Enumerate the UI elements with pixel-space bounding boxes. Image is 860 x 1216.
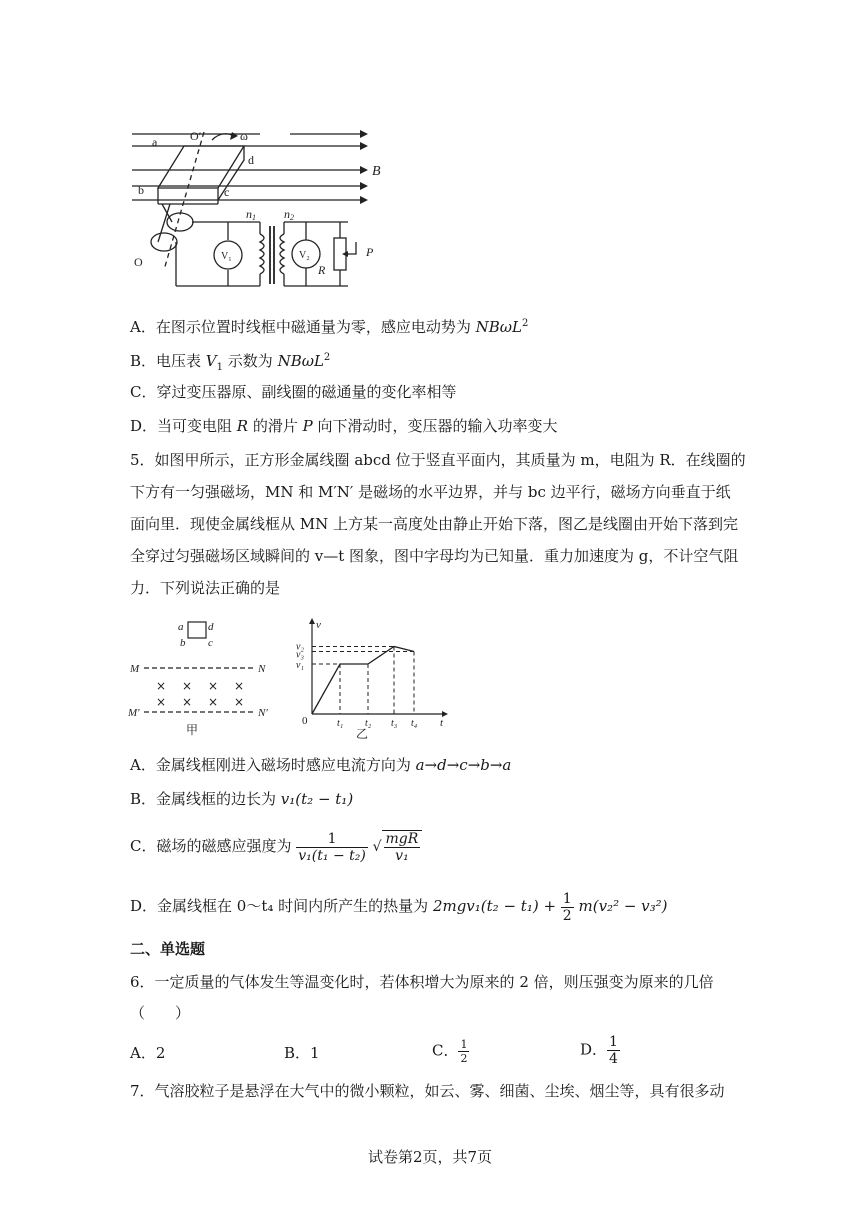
option-text: D． (580, 1040, 608, 1059)
label-a: a (152, 135, 158, 149)
option-text: D．当可变电阻 (130, 417, 237, 435)
formula: NBωL (277, 352, 324, 370)
label-n: N (258, 663, 266, 675)
formula: v₁(t₂ − t₁) (280, 790, 354, 808)
axis-label-t: t (440, 717, 444, 729)
option-text: C． (432, 1041, 459, 1060)
option-text: B．电压表 (130, 352, 206, 370)
square-root: √ $\frac{\text{mgR}}{\text{v₁}}$ (373, 827, 423, 867)
q6-option-a: A．2 (130, 1044, 166, 1062)
q5-stem-line-5: 力．下列说法正确的是 (130, 579, 281, 597)
symbol: V (205, 352, 217, 370)
q4-option-c: C．穿过变压器原、副线圈的磁通量的变化率相等 (130, 383, 457, 401)
label-r: R (318, 263, 326, 277)
tick-label-t4: t₄ (411, 718, 418, 729)
field-cross-mark: × (156, 695, 167, 709)
subscript: 1 (216, 362, 224, 373)
formula: NBωL (475, 318, 522, 336)
label-n-prime: N′ (258, 707, 268, 719)
option-text: B．金属线框的边长为 (130, 790, 281, 808)
q4-option-d (130, 415, 558, 437)
field-cross-mark: × (208, 695, 219, 709)
magnetic-field-figure (128, 616, 278, 738)
label-d: d (208, 621, 214, 633)
v-t-series-line (312, 647, 414, 715)
q6-stem-line-2: （ ） (130, 1004, 191, 1022)
tick-label-t2: t₂ (365, 718, 372, 729)
tick-label-v3: v₃ (296, 649, 304, 661)
formula: 2mgv₁(t₂ − t₁) + (432, 897, 561, 915)
fraction: $\frac{1}{4}$ (609, 1034, 618, 1067)
q6-option-c (432, 1038, 469, 1065)
q5-option-c (130, 826, 422, 867)
label-c: c (208, 637, 213, 649)
q5-stem-line-1: 5．如图甲所示，正方形金属线圈 abcd 位于竖直平面内，其质量为 m，电阻为 R．在线圈的 (130, 451, 746, 469)
superscript: 2 (323, 352, 331, 363)
q5-option-a (130, 754, 511, 776)
option-text: D．金属线框在 0～t₄ 时间内所产生的热量为 (130, 897, 429, 915)
tick-label-t1: t₁ (337, 718, 344, 729)
option-text: 的滑片 (248, 417, 303, 435)
field-cross-mark: × (182, 679, 193, 693)
field-cross-mark: × (208, 679, 219, 693)
label-m: M (130, 663, 140, 675)
fraction: $\frac{1}{\text{v₁(t₁ − t₂)}}$ (298, 830, 366, 864)
tick-label-v1: v₁ (296, 660, 304, 671)
label-p: P (366, 245, 374, 259)
page-footer: 试卷第2页，共7页 (367, 1148, 493, 1166)
label-m-prime: M′ (128, 707, 140, 719)
q6-option-d (580, 1034, 620, 1067)
axis-label-v: v (316, 619, 321, 631)
label-b: b (138, 183, 144, 197)
q5-stem-line-4: 全穿过匀强磁场区域瞬间的 v—t 图象，图中字母均为已知量．重力加速度为 g，不计空气阻 (130, 547, 739, 565)
tick-label-v2: v₂ (296, 641, 304, 653)
q5-option-d (130, 888, 668, 924)
label-v2-meter: V₂ (299, 250, 310, 261)
field-cross-mark: × (182, 695, 193, 709)
q7-stem-line-1: 7．气溶胶粒子是悬浮在大气中的微小颗粒，如云、雾、细菌、尘埃、烟尘等，具有很多动 (130, 1082, 725, 1100)
generator-transformer-figure (128, 130, 388, 298)
q4-option-a (130, 313, 528, 338)
label-a: a (178, 621, 184, 633)
field-cross-mark: × (156, 679, 167, 693)
superscript: 2 (521, 318, 529, 329)
label-jia: 甲 (186, 723, 199, 737)
option-text: A．在图示位置时线框中磁通量为零，感应电动势为 (130, 318, 476, 336)
origin-label: 0 (302, 715, 308, 727)
label-b-field: B (372, 164, 381, 179)
tick-label-t3: t₃ (391, 718, 398, 729)
label-v1-meter: V₁ (221, 251, 232, 262)
option-text: 向下滑动时，变压器的输入功率变大 (312, 417, 558, 435)
label-n2: n2 (284, 207, 294, 222)
option-text: C．磁场的磁感应强度为 (130, 837, 292, 855)
q4-option-b (130, 347, 330, 379)
section-heading: 二、单选题 (130, 940, 206, 958)
label-omega: ω (240, 130, 248, 143)
label-o-prime: O′ (190, 130, 202, 143)
q5-stem-line-3: 面向里．现使金属线框从 MN 上方某一高度处由静止开始下落，图乙是线圈由开始下落到完 (130, 515, 739, 533)
formula: a→d→c→b→a (415, 756, 512, 774)
q5-stem-line-2: 下方有一匀强磁场，MN 和 M′N′ 是磁场的水平边界，并与 bc 边平行，磁场方向垂直于纸 (130, 483, 731, 501)
label-o: O (134, 255, 143, 269)
fraction: $\frac{1}{2}$ (562, 890, 572, 924)
label-yi: 乙 (356, 727, 369, 741)
label-b: b (180, 637, 186, 649)
v-t-chart (290, 618, 454, 742)
option-text: 示数为 (223, 352, 278, 370)
q5-option-b (130, 788, 353, 810)
label-n1: n1 (246, 207, 256, 222)
field-cross-mark: × (234, 679, 245, 693)
q6-option-b: B．1 (284, 1044, 320, 1062)
label-d: d (248, 153, 254, 167)
q6-stem-line-1: 6．一定质量的气体发生等温变化时，若体积增大为原来的 2 倍，则压强变为原来的几倍 (130, 973, 714, 991)
symbol: P (302, 417, 313, 435)
symbol: R (236, 417, 249, 435)
field-cross-mark: × (234, 695, 245, 709)
formula: m(v₂² − v₃²) (578, 897, 668, 915)
fraction: $\frac{1}{2}$ (460, 1038, 468, 1065)
option-text: A．金属线框刚进入磁场时感应电流方向为 (130, 756, 416, 774)
label-c: c (224, 185, 230, 199)
